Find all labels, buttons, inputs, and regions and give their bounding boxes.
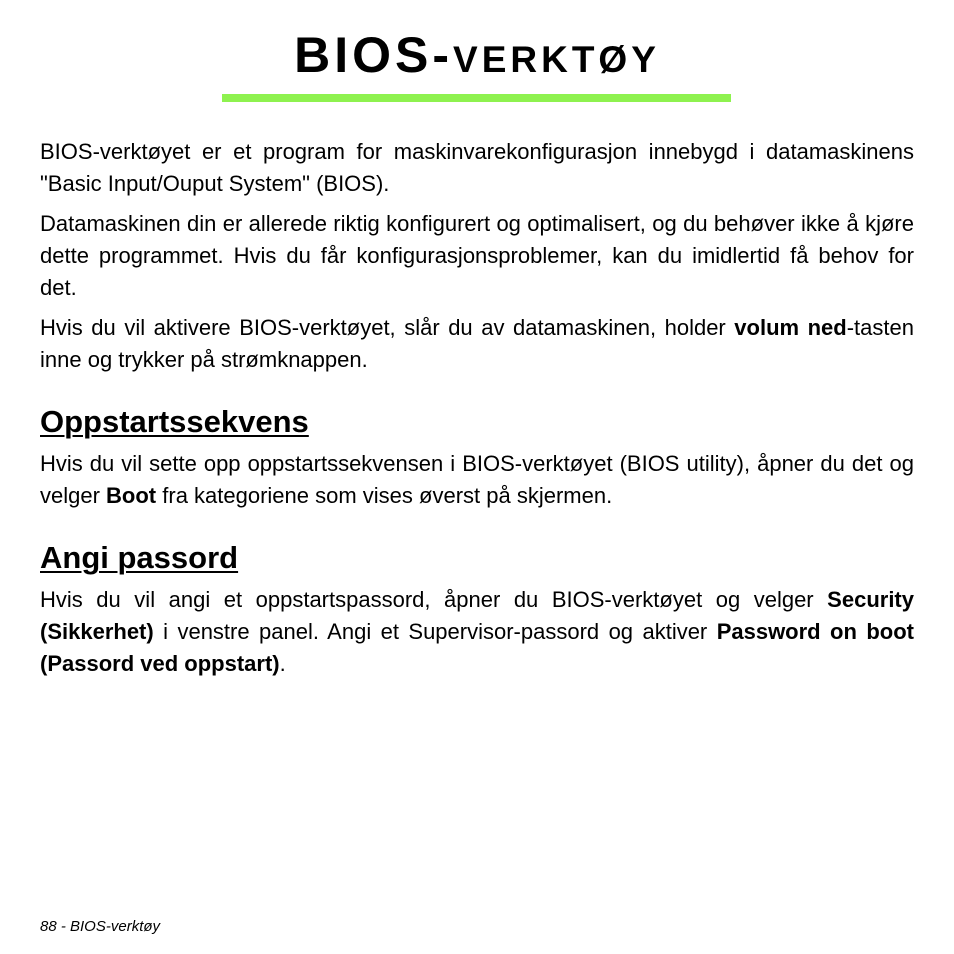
intro-paragraph-1: BIOS-verktøyet er et program for maskinvarekonfigurasjon innebygd i datamaskinens "Basic Input/Ouput System" (BIOS). — [40, 139, 914, 196]
title-underline-bar — [222, 94, 731, 102]
security-menu-label: Security (Sikkerhet) — [40, 587, 914, 644]
page-title-smallcaps: VERKTØY — [453, 39, 660, 80]
intro-p3-text-start: Hvis du vil aktivere BIOS-verktøyet, slår du av datamaskinen, holder — [40, 315, 735, 340]
boot-text-start: Hvis du vil sette opp oppstartssekvensen i BIOS-verktøyet (BIOS utility), åpner du det og velger — [40, 451, 914, 508]
boot-sequence-heading: Oppstartssekvens — [40, 404, 309, 439]
boot-sequence-paragraph — [40, 448, 914, 512]
volume-down-key-label: volum ned — [734, 315, 847, 340]
password-on-boot-label: Password on boot (Passord ved oppstart) — [40, 619, 914, 676]
boot-menu-label: Boot — [106, 483, 157, 508]
set-password-heading: Angi passord — [40, 540, 239, 575]
password-text-end: . — [279, 651, 286, 676]
set-password-paragraph — [40, 584, 914, 680]
password-text-start: Hvis du vil angi et oppstartspassord, åpner du BIOS-verktøyet og velger — [40, 587, 828, 612]
intro-paragraph-3 — [40, 312, 914, 376]
intro-p3-text-end: -tasten inne og trykker på strømknappen. — [40, 315, 914, 372]
boot-text-end: fra kategoriene som vises øverst på skjermen. — [156, 483, 613, 508]
page-title-main: BIOS- — [294, 27, 454, 83]
password-text-middle: i venstre panel. Angi et Supervisor-passord og aktiver — [153, 619, 717, 644]
main-content — [40, 136, 914, 688]
intro-paragraph-2: Datamaskinen din er allerede riktig konfigurert og optimalisert, og du behøver ikke å kjøre dette programmet. Hvis du får konfigurasjonsproblemer, kan du imidlertid få behov for det. — [40, 211, 914, 300]
page-title — [0, 24, 954, 92]
page-footer: 88 - BIOS-verktøy — [40, 918, 161, 935]
